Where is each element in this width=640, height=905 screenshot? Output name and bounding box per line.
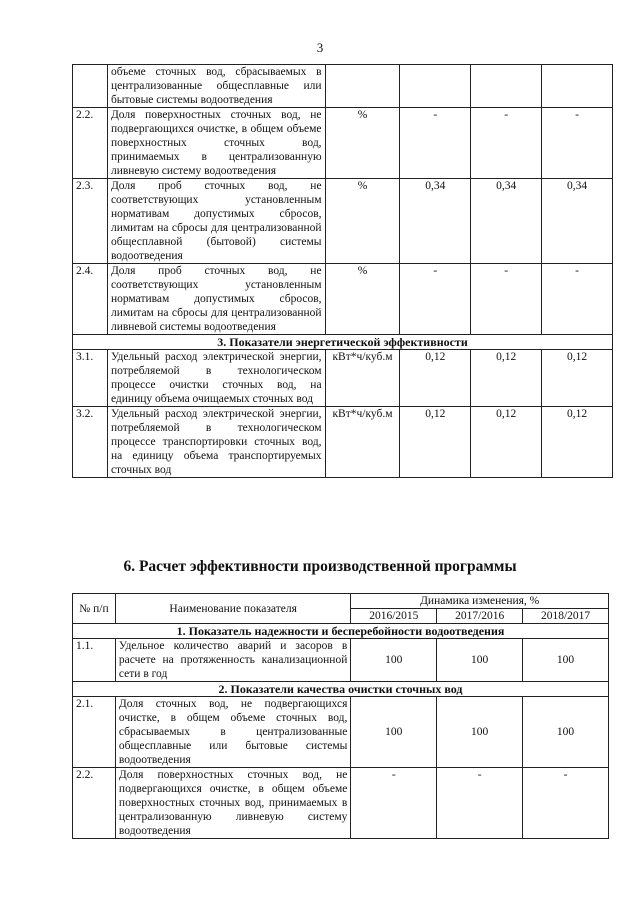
- unit: [325, 65, 400, 108]
- indicator-name: Удельный расход электрической энергии, потребляемой в технологическом процессе очистки сточных вод, на единицу объема очищаемых сточных вод: [107, 350, 325, 407]
- page-number: 3: [316, 40, 324, 55]
- indicator-name: Доля проб сточных вод, не соответствующих установленным нормативам допустимых сбросов, лимитам на сбросы для централизованной общесплавной (бытовой) системы водоотведения: [107, 179, 325, 264]
- value-2017: 0,34: [471, 179, 542, 264]
- change-2018-2017: -: [523, 768, 609, 839]
- indicator-name: Удельное количество аварий и засоров в расчете на протяженность канализационной сети в год: [115, 639, 350, 682]
- column-header-year: 2017/2016: [437, 609, 523, 624]
- header-row: [73, 594, 609, 609]
- row-number: 2.1.: [73, 697, 116, 768]
- indicator-name: Доля проб сточных вод, не соответствующих установленным нормативам допустимых сбросов, лимитам на сбросы для централизованной ливневой системы водоотведения: [107, 264, 325, 335]
- value-2016: [400, 65, 471, 108]
- column-header-dynamics: Динамика изменения, %: [351, 594, 609, 609]
- change-2017-2016: -: [437, 768, 523, 839]
- change-2018-2017: 100: [523, 697, 609, 768]
- value-2017: 0,12: [471, 350, 542, 407]
- table-row: [73, 407, 613, 478]
- section-title: 1. Показатель надежности и бесперебойности водоотведения: [73, 624, 609, 639]
- table-row: [73, 697, 609, 768]
- row-number: 2.2.: [73, 768, 116, 839]
- row-number: [73, 65, 108, 108]
- table-row: [73, 179, 613, 264]
- indicators-table: [72, 64, 613, 478]
- section-heading: 6. Расчет эффективности производственной программы: [123, 558, 517, 575]
- table-row: [73, 108, 613, 179]
- section-title: 3. Показатели энергетической эффективности: [73, 335, 613, 350]
- unit: %: [325, 108, 400, 179]
- value-2018: 0,12: [542, 350, 613, 407]
- table-row: [73, 65, 613, 108]
- row-number: 2.4.: [73, 264, 108, 335]
- section-row: [73, 624, 609, 639]
- section-title: 2. Показатели качества очистки сточных вод: [73, 682, 609, 697]
- column-header-num: № п/п: [73, 594, 116, 624]
- row-number: 2.3.: [73, 179, 108, 264]
- change-2017-2016: 100: [437, 697, 523, 768]
- change-2016-2015: -: [351, 768, 437, 839]
- unit: кВт*ч/куб.м: [325, 407, 400, 478]
- row-number: 1.1.: [73, 639, 116, 682]
- value-2018: -: [542, 264, 613, 335]
- column-header-year: 2016/2015: [351, 609, 437, 624]
- indicator-name: Удельный расход электрической энергии, потребляемой в технологическом процессе транспортировки сточных вод, на единицу объема транспортируемых сточных вод: [107, 407, 325, 478]
- indicator-name: Доля поверхностных сточных вод, не подвергающихся очистке, в общем объеме поверхностных сточных вод, принимаемых в централизованную ливневую систему водоотведения: [115, 768, 350, 839]
- indicator-name: объеме сточных вод, сбрасываемых в централизованные общесплавные или бытовые системы водоотведения: [107, 65, 325, 108]
- value-2016: 0,12: [400, 350, 471, 407]
- value-2016: 0,34: [400, 179, 471, 264]
- section-row: [73, 335, 613, 350]
- value-2017: [471, 65, 542, 108]
- efficiency-table: [72, 593, 609, 839]
- change-2016-2015: 100: [351, 639, 437, 682]
- value-2018: 0,34: [542, 179, 613, 264]
- indicator-name: Доля поверхностных сточных вод, не подвергающихся очистке, в общем объеме поверхностных сточных вод, принимаемых в централизованную ливневую систему водоотведения: [107, 108, 325, 179]
- value-2017: -: [471, 108, 542, 179]
- value-2017: 0,12: [471, 407, 542, 478]
- column-header-name: Наименование показателя: [115, 594, 350, 624]
- row-number: 2.2.: [73, 108, 108, 179]
- value-2016: 0,12: [400, 407, 471, 478]
- row-number: 3.1.: [73, 350, 108, 407]
- change-2017-2016: 100: [437, 639, 523, 682]
- value-2018: -: [542, 108, 613, 179]
- table-row: [73, 350, 613, 407]
- value-2016: -: [400, 264, 471, 335]
- table-row: [73, 768, 609, 839]
- table-row: [73, 639, 609, 682]
- change-2018-2017: 100: [523, 639, 609, 682]
- value-2016: -: [400, 108, 471, 179]
- unit: %: [325, 179, 400, 264]
- column-header-year: 2018/2017: [523, 609, 609, 624]
- value-2017: -: [471, 264, 542, 335]
- value-2018: 0,12: [542, 407, 613, 478]
- table-row: [73, 264, 613, 335]
- unit: кВт*ч/куб.м: [325, 350, 400, 407]
- row-number: 3.2.: [73, 407, 108, 478]
- unit: %: [325, 264, 400, 335]
- indicator-name: Доля сточных вод, не подвергающихся очистке, в общем объеме сточных вод, сбрасываемых в централизованные общесплавные или бытовые системы водоотведения: [115, 697, 350, 768]
- change-2016-2015: 100: [351, 697, 437, 768]
- value-2018: [542, 65, 613, 108]
- section-row: [73, 682, 609, 697]
